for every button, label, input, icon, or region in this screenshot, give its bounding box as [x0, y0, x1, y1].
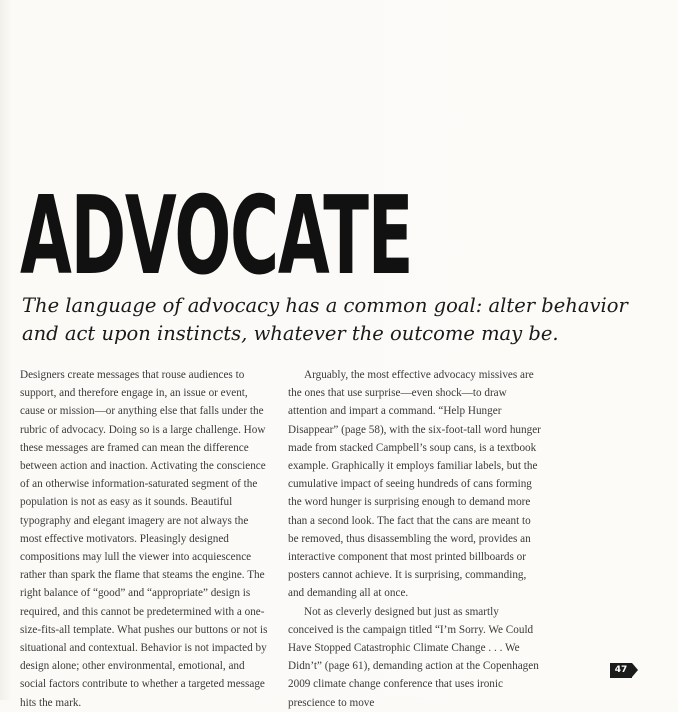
page-heading: ADVOCATE [20, 174, 413, 299]
body-paragraph: Designers create messages that rouse audiences to support, and therefore engage in, an issue or event, cause or mission—or anything else that falls under the rubric of advocacy. Doing so is a large challenge. How these messages are framed can mean the difference between action and inaction. Activating the conscience of an otherwise information-saturated segment of the population is not as easy as it sounds. Beautiful typography and elegant imagery are not always the most effective motivators. Pleasingly designed compositions may lull the viewer into acquiescence rather than spark the flame that steams the engine. The right balance of “good” and “appropriate” design is required, and this cannot be predetermined with a one-size-fits-all template. What pushes our buttons or not is situational and contextual. Behavior is not impacted by design alone; other environmental, emotional, and social factors contribute to whether a targeted message hits the mark. [20, 369, 268, 709]
page-subheading: The language of advocacy has a common goal: alter behavior and act upon instincts, whatever the outcome may be. [22, 294, 628, 345]
text-column-left [20, 366, 270, 712]
body-paragraph: Arguably, the most effective advocacy missives are the ones that use surprise—even shock—to draw attention and impart a command. “Help Hunger Disappear” (page 58), with the six-foot-tall word hunger made from stacked Campbell’s soup cans, is a textbook example. Graphically it employs familiar labels, but the cumulative impact of seeing hundreds of cans forming the word hunger is surprising enough to demand more than a second look. The fact that the cans are meant to be removed, thus disassembling the word, provides an interactive component that most printed billboards or posters cannot achieve. It is surprising, commanding, and demanding all at once. [288, 369, 541, 600]
text-column-right [288, 366, 542, 712]
page-number-badge: 47 [610, 663, 632, 678]
body-paragraph: Not as cleverly designed but just as smartly conceived is the campaign titled “I’m Sorry. We Could Have Stopped Catastrophic Climate Change . . . We Didn’t” (page 61), demanding action at the Copenhagen 2009 climate change conference that uses ironic prescience to move [288, 605, 539, 709]
